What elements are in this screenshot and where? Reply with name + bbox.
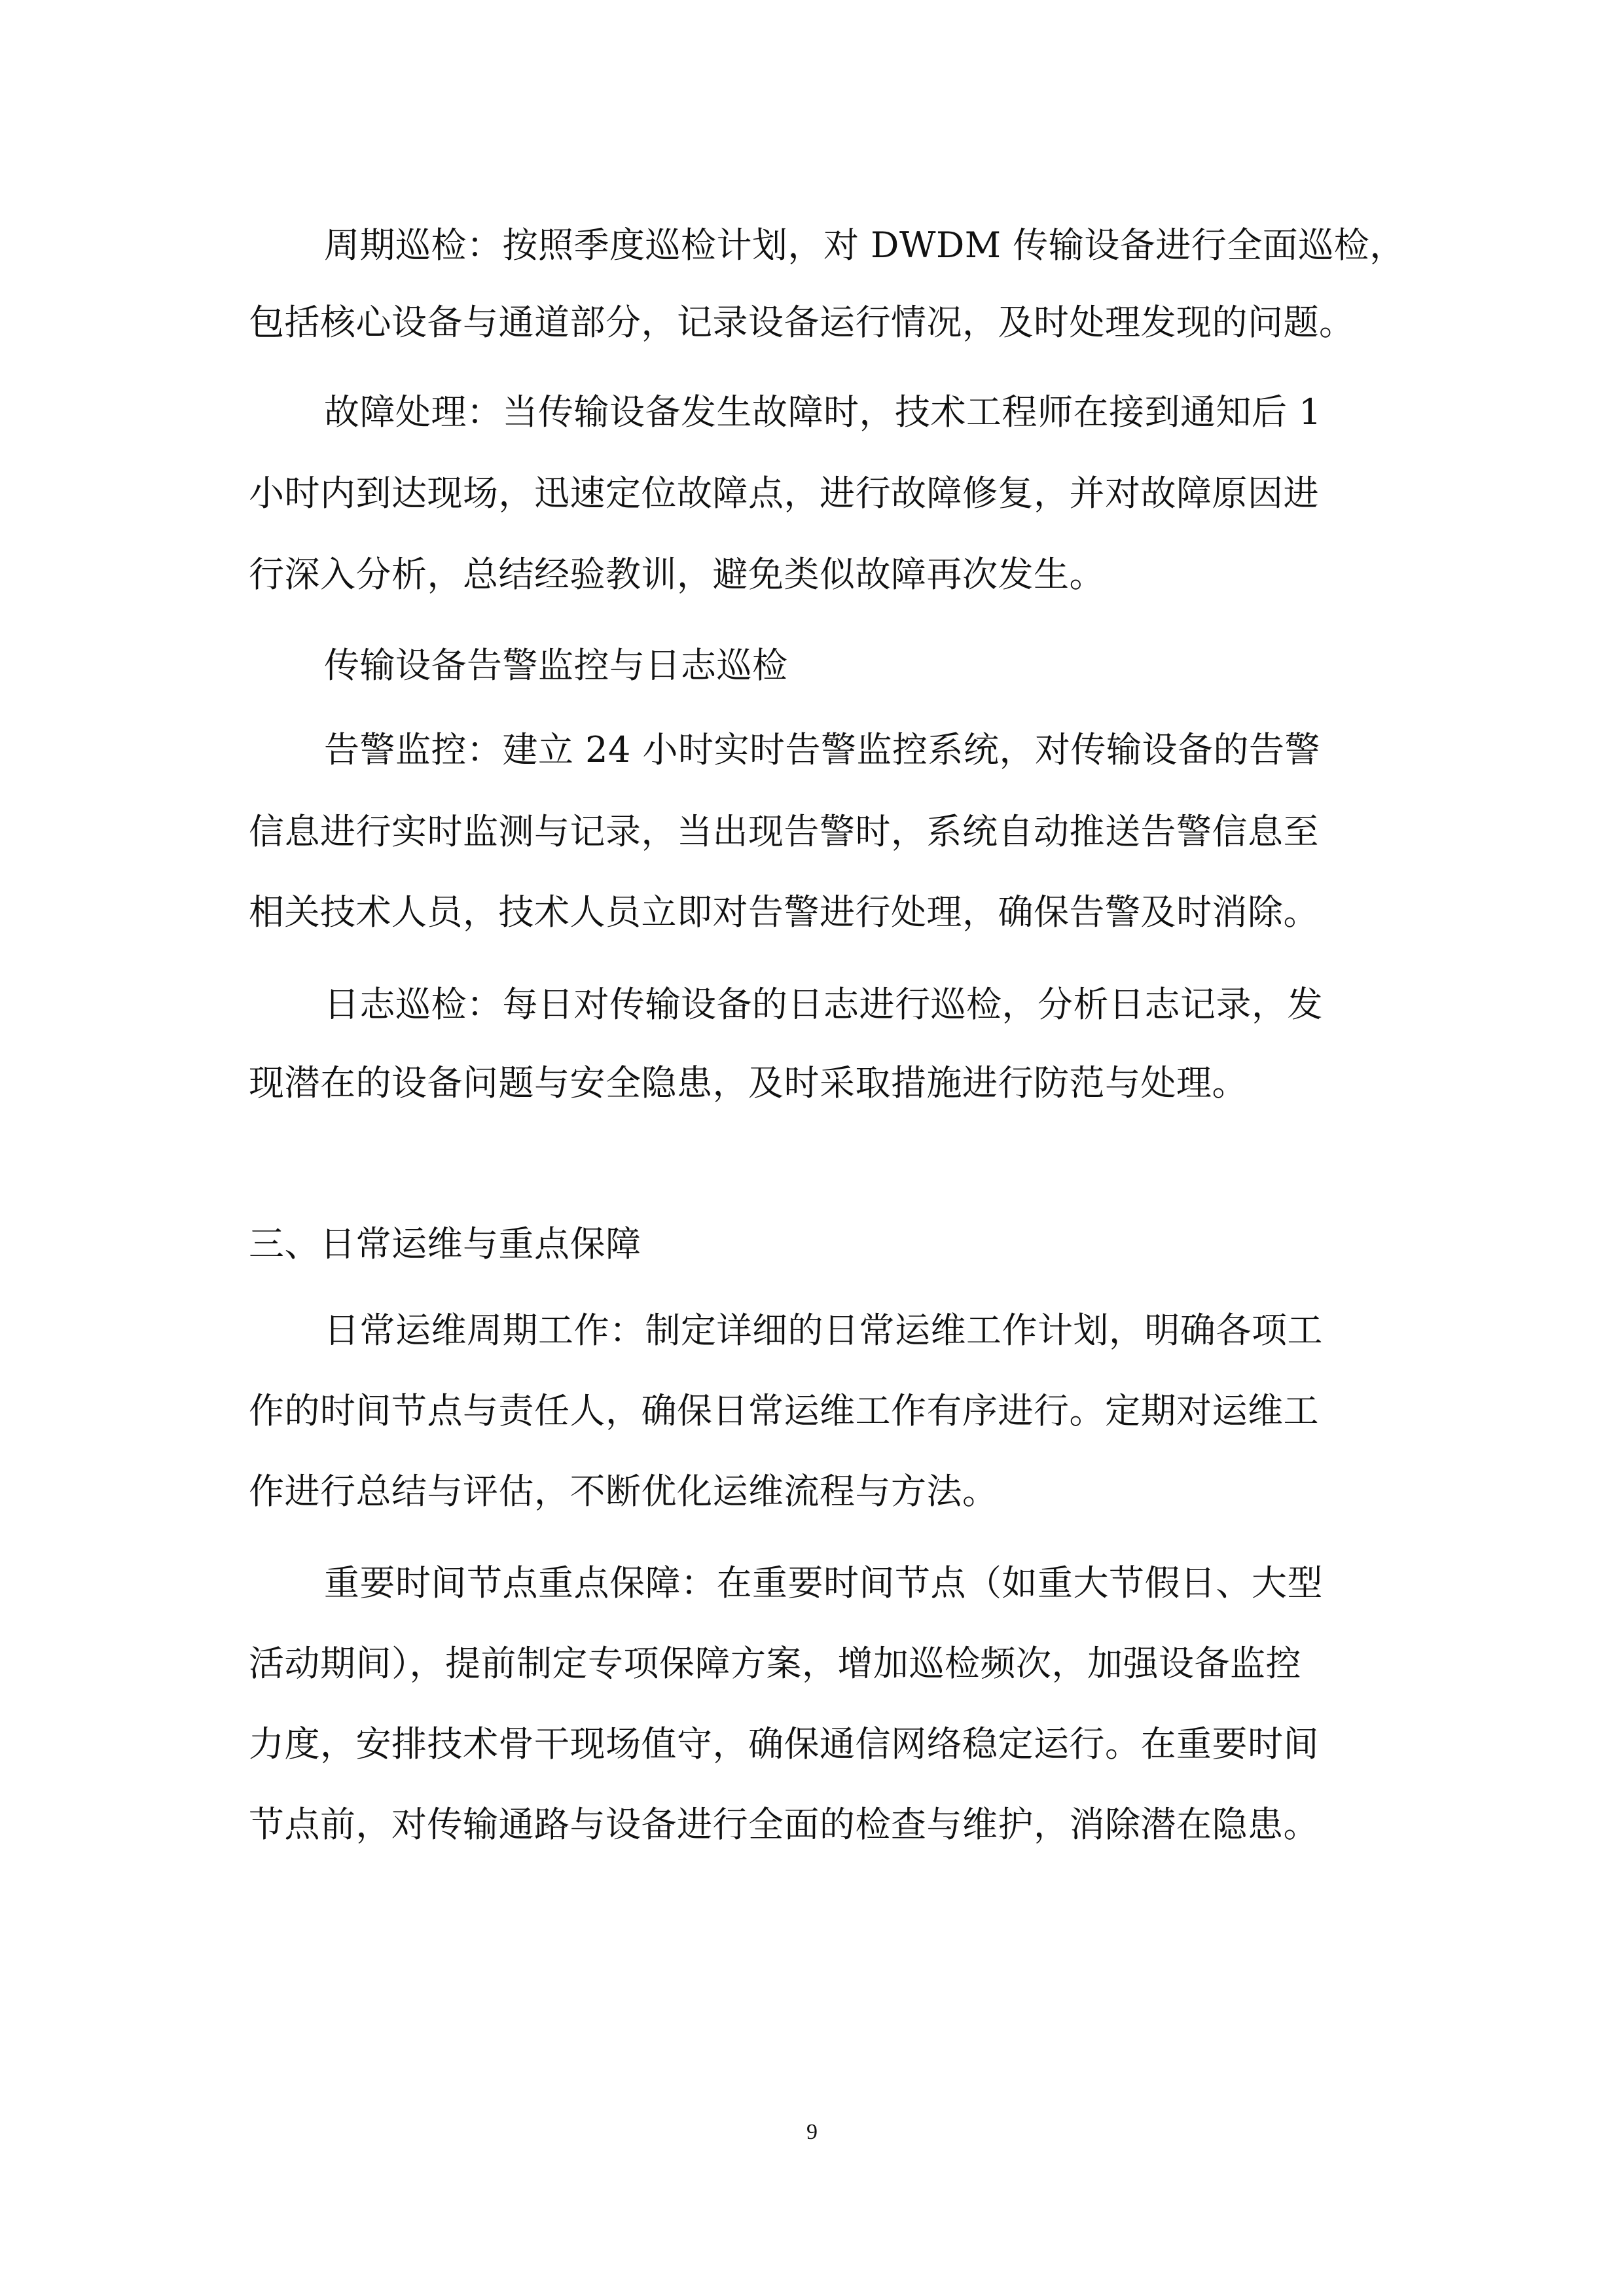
text-line: 节点前，对传输通路与设备进行全面的检查与维护，消除潜在隐患。: [249, 1804, 1319, 1845]
section-heading: 三、日常运维与重点保障: [249, 1223, 641, 1265]
page-number: 9: [806, 2120, 818, 2144]
text-line: 行深入分析，总结经验教训，避免类似故障再次发生。: [249, 554, 1105, 595]
text-line: 日常运维周期工作：制定详细的日常运维工作计划，明确各项工: [324, 1310, 1323, 1351]
text-line: 重要时间节点重点保障：在重要时间节点（如重大节假日、大型: [324, 1562, 1323, 1604]
text-line: 作进行总结与评估，不断优化运维流程与方法。: [249, 1471, 998, 1512]
section-subheading: 传输设备告警监控与日志巡检: [324, 645, 788, 686]
text-line: 故障处理：当传输设备发生故障时，技术工程师在接到通知后 1: [324, 391, 1322, 433]
text-line: 活动期间），提前制定专项保障方案，增加巡检频次，加强设备监控: [249, 1643, 1301, 1684]
text-line: 周期巡检：按照季度巡检计划，对 DWDM 传输设备进行全面巡检，: [324, 224, 1405, 266]
text-line: 信息进行实时监测与记录，当出现告警时，系统自动推送告警信息至: [249, 811, 1319, 852]
text-line: 包括核心设备与通道部分，记录设备运行情况，及时处理发现的问题。: [249, 302, 1355, 343]
text-line: 小时内到达现场，迅速定位故障点，进行故障修复，并对故障原因进: [249, 473, 1319, 514]
text-line: 作的时间节点与责任人，确保日常运维工作有序进行。定期对运维工: [249, 1390, 1319, 1431]
text-line: 力度，安排技术骨干现场值守，确保通信网络稳定运行。在重要时间: [249, 1723, 1319, 1765]
text-line: 相关技术人员，技术人员立即对告警进行处理，确保告警及时消除。: [249, 891, 1319, 933]
text-line: 告警监控：建立 24 小时实时告警监控系统，对传输设备的告警: [324, 729, 1321, 770]
text-line: 现潜在的设备问题与安全隐患，及时采取措施进行防范与处理。: [249, 1062, 1248, 1103]
text-line: 日志巡检：每日对传输设备的日志进行巡检，分析日志记录，发: [324, 984, 1323, 1025]
